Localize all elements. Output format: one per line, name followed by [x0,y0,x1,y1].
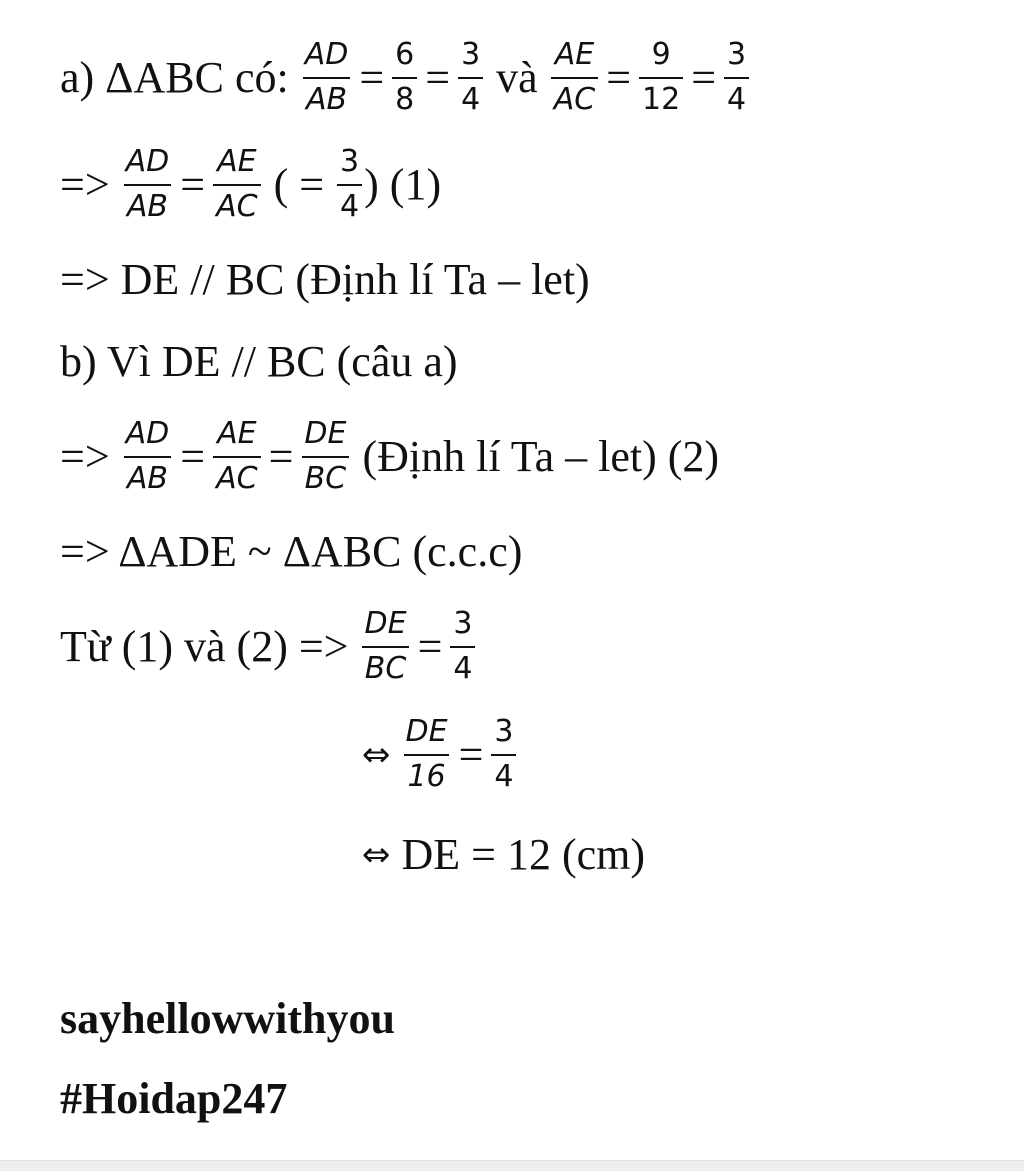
line-2: => $\frac{AD}{AB}$ = $\frac{AE}{AC}$ ( = $\frac{3}{4}$ ) (1) [60,144,442,224]
fraction-ae-ac: $\frac{AE}{AC}$ [551,38,598,117]
fraction-3-4: $\frac{3}{4}$ [337,145,362,224]
fraction-9-12: $\frac{9}{12}$ [639,38,683,117]
line-2-prefix: => [60,159,121,209]
line-b [60,337,458,386]
line-a-mid: và [485,52,549,102]
line-6 [60,527,523,576]
line-a: a) ΔABC có: $\frac{AD}{AB}$ = $\frac{6}{8}$ = $\frac{3}{4}$ và $\frac{AE}{AC}$ = $\frac{9}{12}$ = $\frac{3}{4}$ [60,38,751,117]
fraction-6-8: $\frac{6}{8}$ [392,38,417,117]
signature-tag-text: #Hoidap247 [60,1074,288,1123]
fraction-ae-ac: $\frac{AE}{AC}$ [213,145,260,224]
bottom-bar [0,1160,1024,1171]
signature-name [60,994,395,1043]
line-7: Từ (1) và (2) => $\frac{DE}{BC}$ = $\frac{3}{4}$ [60,607,477,686]
line-5: => $\frac{AD}{AB}$ = $\frac{AE}{AC}$ = $\frac{DE}{BC}$ (Định lí Ta – let) (2) [60,416,720,496]
fraction-3-4: $\frac{3}{4}$ [450,607,475,686]
fraction-3-4: $\frac{3}{4}$ [458,38,483,117]
line-5-suffix: (Định lí Ta – let) (2) [351,431,720,481]
line-5-prefix: => [60,431,121,481]
equivalence-arrow-icon: ⇔ [362,835,391,875]
fraction-de-bc: $\frac{DE}{BC}$ [362,607,410,686]
line-9-text: DE = 12 (cm) [390,830,646,879]
signature-tag [60,1074,288,1123]
line-9 [362,830,646,879]
line-b-text: b) Vì DE // BC (câu a) [60,337,458,386]
fraction-ad-ab: $\frac{AD}{AB}$ [125,416,170,496]
line-7-prefix: Từ (1) và (2) => [60,621,360,671]
fraction-ad-ab: $\frac{AD}{AB}$ [125,144,170,224]
fraction-de-bc: $\frac{DE}{BC}$ [301,417,349,496]
fraction-3-4: $\frac{3}{4}$ [491,715,516,794]
line-3-text: => DE // BC (Định lí Ta – let) [60,255,590,304]
signature-name-text: sayhellowwithyou [60,994,395,1043]
fraction-de-16: $\frac{DE}{16}$ [405,714,448,794]
line-a-prefix: a) ΔABC có: [60,52,300,102]
line-2-open: ( = [262,159,336,209]
line-3 [60,255,590,304]
fraction-ae-ac: $\frac{AE}{AC}$ [213,417,260,496]
line-8: ⇔ $\frac{DE}{16}$ = $\frac{3}{4}$ [362,715,518,794]
fraction-ad-ab: $\frac{AD}{AB}$ [304,37,349,117]
equivalence-arrow-icon: ⇔ [362,734,391,775]
fraction-3-4-b: $\frac{3}{4}$ [724,38,749,117]
line-2-close: ) (1) [364,159,442,209]
line-6-text: => ΔADE ~ ΔABC (c.c.c) [60,527,523,576]
